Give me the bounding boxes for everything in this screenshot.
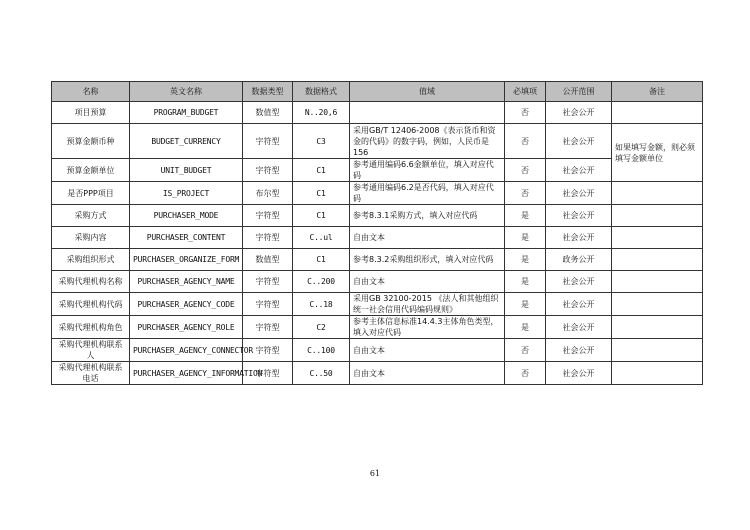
cell-scope: 社会公开: [546, 124, 612, 159]
cell-required: 否: [505, 339, 546, 362]
cell-scope: 社会公开: [546, 182, 612, 205]
cell-format: C1: [293, 205, 350, 227]
cell-domain: 自由文本: [350, 227, 505, 249]
cell-remark-empty: [612, 182, 703, 205]
cell-required: 是: [505, 205, 546, 227]
cell-english: PURCHASER_AGENCY_CODE: [130, 293, 243, 316]
cell-english: UNIT_BUDGET: [130, 159, 243, 182]
cell-remark-empty: [612, 227, 703, 249]
cell-name: 采购代理机构角色: [52, 316, 130, 339]
cell-english: IS_PROJECT: [130, 182, 243, 205]
cell-remark-empty: [612, 316, 703, 339]
cell-format: N..20,6: [293, 102, 350, 124]
header-scope: 公开范围: [546, 82, 612, 102]
cell-domain: [350, 102, 505, 124]
spec-table: [51, 81, 703, 385]
cell-type: 字符型: [243, 316, 293, 339]
cell-scope: 社会公开: [546, 362, 612, 385]
cell-english: PURCHASER_ORGANIZE_FORM: [130, 249, 243, 271]
cell-remark-empty: [612, 339, 703, 362]
cell-scope: 社会公开: [546, 205, 612, 227]
cell-scope: 社会公开: [546, 271, 612, 293]
cell-format: C..100: [293, 339, 350, 362]
cell-remark-empty: [612, 249, 703, 271]
header-format: 数据格式: [293, 82, 350, 102]
cell-remark-empty: [612, 293, 703, 316]
cell-domain: 参考通用编码6.2是否代码，填入对应代码: [350, 182, 505, 205]
cell-type: 字符型: [243, 124, 293, 159]
cell-english: BUDGET_CURRENCY: [130, 124, 243, 159]
cell-format: C..18: [293, 293, 350, 316]
cell-english: PURCHASER_AGENCY_INFORMATION: [130, 362, 243, 385]
cell-english: PURCHASER_AGENCY_ROLE: [130, 316, 243, 339]
cell-domain: 自由文本: [350, 362, 505, 385]
cell-format: C3: [293, 124, 350, 159]
cell-domain: 参考通用编码6.6金额单位，填入对应代码: [350, 159, 505, 182]
cell-domain: 自由文本: [350, 339, 505, 362]
cell-required: 是: [505, 249, 546, 271]
cell-required: 否: [505, 159, 546, 182]
table-row: [52, 227, 703, 249]
cell-domain: 参考主体信息标准14.4.3主体角色类型，填入对应代码: [350, 316, 505, 339]
table-row: [52, 102, 703, 124]
cell-name: 预算金额币种: [52, 124, 130, 159]
page-number: 61: [369, 469, 381, 478]
cell-type: 字符型: [243, 271, 293, 293]
cell-name: 项目预算: [52, 102, 130, 124]
table-row: [52, 182, 703, 205]
cell-required: 是: [505, 227, 546, 249]
cell-type: 布尔型: [243, 182, 293, 205]
cell-scope: 社会公开: [546, 159, 612, 182]
cell-domain: 参考8.3.1采购方式，填入对应代码: [350, 205, 505, 227]
cell-type: 字符型: [243, 205, 293, 227]
cell-format: C..200: [293, 271, 350, 293]
cell-required: 否: [505, 124, 546, 159]
cell-name: 采购代理机构联系人: [52, 339, 130, 362]
cell-type: 数值型: [243, 102, 293, 124]
cell-type: 字符型: [243, 339, 293, 362]
header-row: [52, 82, 703, 102]
table-row: [52, 205, 703, 227]
cell-english: PURCHASER_MODE: [130, 205, 243, 227]
table-row: [52, 316, 703, 339]
cell-name: 预算金额单位: [52, 159, 130, 182]
cell-required: 否: [505, 102, 546, 124]
header-name: 名称: [52, 82, 130, 102]
table-row: [52, 271, 703, 293]
cell-remark-empty: [612, 271, 703, 293]
cell-scope: 社会公开: [546, 227, 612, 249]
cell-required: 否: [505, 362, 546, 385]
cell-name: 采购代理机构联系电话: [52, 362, 130, 385]
cell-domain: 自由文本: [350, 271, 505, 293]
cell-scope: 政务公开: [546, 249, 612, 271]
cell-scope: 社会公开: [546, 293, 612, 316]
table-row: [52, 362, 703, 385]
cell-format: C..ul: [293, 227, 350, 249]
cell-required: 是: [505, 293, 546, 316]
cell-name: 采购代理机构代码: [52, 293, 130, 316]
cell-remark-empty: [612, 362, 703, 385]
cell-name: 是否PPP项目: [52, 182, 130, 205]
cell-name: 采购组织形式: [52, 249, 130, 271]
cell-scope: 社会公开: [546, 102, 612, 124]
header-domain: 值域: [350, 82, 505, 102]
header-type: 数据类型: [243, 82, 293, 102]
cell-name: 采购方式: [52, 205, 130, 227]
cell-english: PROGRAM_BUDGET: [130, 102, 243, 124]
cell-format: C1: [293, 249, 350, 271]
cell-name: 采购代理机构名称: [52, 271, 130, 293]
table-row: [52, 249, 703, 271]
cell-name: 采购内容: [52, 227, 130, 249]
cell-domain: 采用GB/T 12406-2008《表示货币和资金的代码》的数字码，例如，人民币是156: [350, 124, 505, 159]
cell-type: 字符型: [243, 159, 293, 182]
header-remark: 备注: [612, 82, 703, 102]
table-row: [52, 339, 703, 362]
cell-type: 字符型: [243, 227, 293, 249]
cell-english: PURCHASER_AGENCY_CONNECTOR: [130, 339, 243, 362]
cell-format: C1: [293, 159, 350, 182]
cell-required: 否: [505, 182, 546, 205]
cell-required: 是: [505, 271, 546, 293]
cell-scope: 社会公开: [546, 316, 612, 339]
header-english: 英文名称: [130, 82, 243, 102]
cell-format: C2: [293, 316, 350, 339]
cell-type: 字符型: [243, 293, 293, 316]
header-required: 必填项: [505, 82, 546, 102]
cell-english: PURCHASER_AGENCY_NAME: [130, 271, 243, 293]
cell-required: 是: [505, 316, 546, 339]
table-row: [52, 293, 703, 316]
cell-type: 数值型: [243, 249, 293, 271]
table-row: [52, 124, 703, 159]
cell-scope: 社会公开: [546, 339, 612, 362]
cell-remark-empty: [612, 205, 703, 227]
cell-domain: 采用GB 32100-2015 《法人和其他组织统一社会信用代码编码规则》: [350, 293, 505, 316]
cell-type: 字符型: [243, 362, 293, 385]
cell-remark-empty: [612, 102, 703, 124]
table-row: [52, 159, 703, 182]
cell-english: PURCHASER_CONTENT: [130, 227, 243, 249]
cell-domain: 参考8.3.2采购组织形式，填入对应代码: [350, 249, 505, 271]
cell-format: C1: [293, 182, 350, 205]
cell-remark: 如果填写金额，则必须填写金额单位: [612, 124, 703, 182]
cell-format: C..50: [293, 362, 350, 385]
